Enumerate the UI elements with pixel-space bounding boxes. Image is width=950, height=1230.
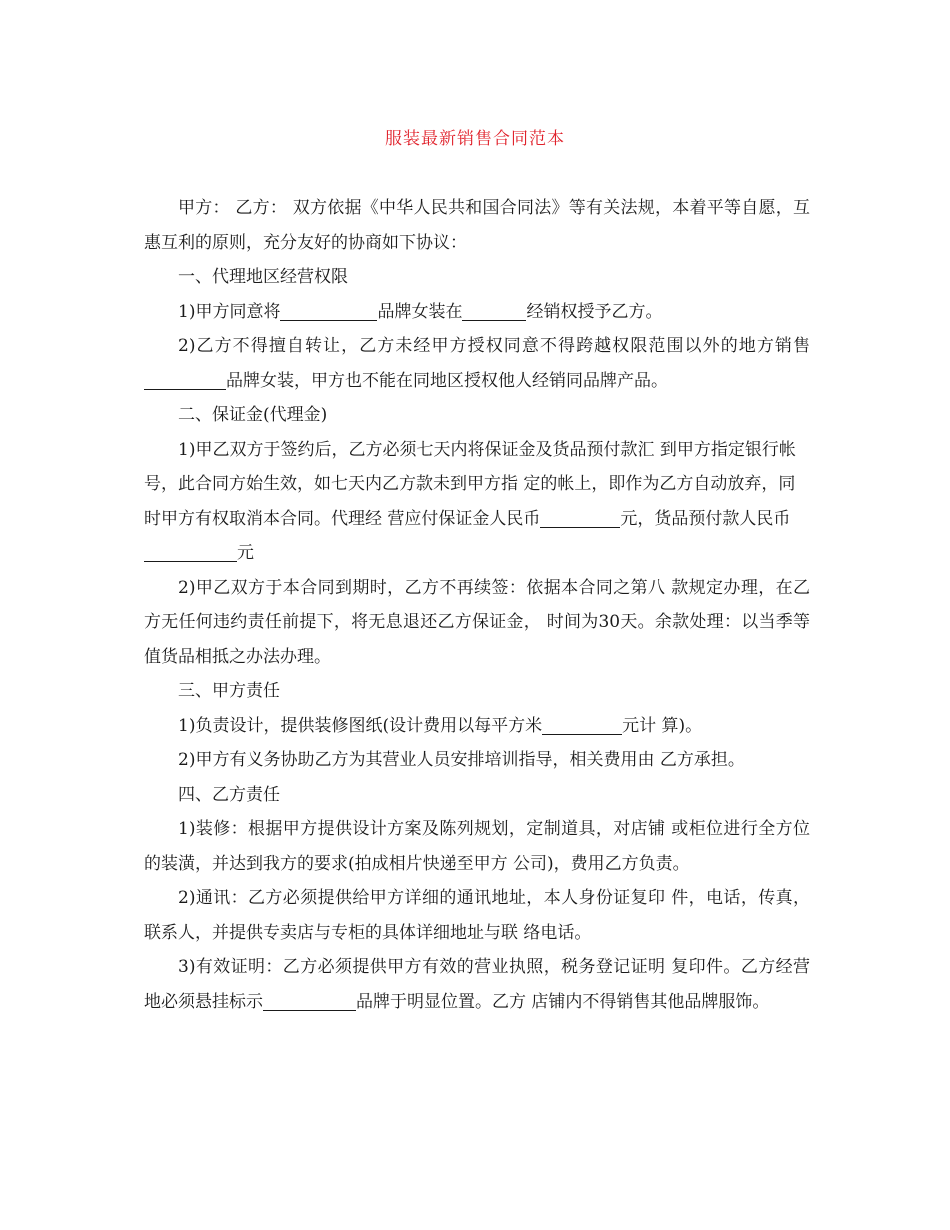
clause-text: 品牌女装在 xyxy=(377,301,463,322)
clause-3-2: 2)甲方有义务协助乙方为其营业人员安排培训指导，相关费用由 乙方承担。 xyxy=(178,750,745,770)
clause-text: 品牌女装，甲方也不能在同地区授权他人经销同品牌产品。 xyxy=(226,370,668,391)
section-1-heading: 一、代理地区经营权限 xyxy=(178,267,348,287)
clause-1-2 xyxy=(144,329,810,398)
fill-blank-brand xyxy=(144,371,226,390)
section-4-heading: 四、乙方责任 xyxy=(178,784,280,805)
fill-blank-brand xyxy=(263,992,356,1011)
clause-text: 1)甲乙双方于签约后，乙方必须七天内将保证金及货品预付款汇 到甲方指定银行帐号，此合同方始生效，如七天内乙方款未到甲方指 定的帐上，即作为乙方自动放弃，同时甲方有权取消本合同。代理经 营应付保证金人民币 xyxy=(144,439,796,529)
fill-blank-prepayment xyxy=(144,543,237,562)
fill-blank-deposit xyxy=(540,509,620,528)
clause-4-2: 2)通讯：乙方必须提供给甲方详细的通讯地址，本人身份证复印 件，电话，传真，联系人，并提供专卖店与专柜的具体详细地址与联 络电话。 xyxy=(144,888,810,943)
clause-text: 元计 算)。 xyxy=(622,715,703,736)
intro-paragraph: 甲方： 乙方： 双方依据《中华人民共和国合同法》等有关法规，本着平等自愿，互惠互利的原则，充分友好的协商如下协议： xyxy=(144,198,810,253)
clause-2-2: 2)甲乙双方于本合同到期时，乙方不再续签：依据本合同之第八 款规定办理，在乙方无任何违约责任前提下，将无息退还乙方保证金， 时间为30天。余款处理：以当季等值货品相抵之办法办理。 xyxy=(144,577,810,667)
clause-text: 元，货品预付款人民币 xyxy=(620,508,791,529)
fill-blank-region xyxy=(462,302,526,321)
fill-blank-brand xyxy=(280,302,377,321)
section-3-heading: 三、甲方责任 xyxy=(178,681,280,701)
document-title: 服装最新销售合同范本 xyxy=(385,129,565,149)
document-body xyxy=(144,191,810,1019)
section-2-heading: 二、保证金(代理金) xyxy=(178,405,328,425)
clause-text: 元 xyxy=(237,543,254,563)
clause-text: 品牌于明显位置。乙方 店铺内不得销售其他品牌服饰。 xyxy=(356,991,770,1012)
clause-4-1: 1)装修：根据甲方提供设计方案及陈列规划，定制道具，对店铺 或柜位进行全方位的装潢，并达到我方的要求(拍成相片快递至甲方 公司)，费用乙方负责。 xyxy=(144,819,810,874)
clause-4-3 xyxy=(144,950,810,1019)
clause-3-1 xyxy=(144,709,810,744)
clause-text: 3)有效证明：乙方必须提供甲方有效的营业执照，税务登记证明 复印件。乙方经营地必须悬挂标示 xyxy=(144,957,810,1012)
clause-2-1 xyxy=(144,433,810,571)
clause-text: 1)负责设计，提供装修图纸(设计费用以每平方米 xyxy=(178,715,543,736)
clause-text: 1)甲方同意将 xyxy=(178,301,281,322)
clause-text: 经销权授予乙方。 xyxy=(526,301,663,322)
clause-text: 2)乙方不得擅自转让，乙方未经甲方授权同意不得跨越权限范围以外的地方销售 xyxy=(178,336,810,356)
clause-1-1 xyxy=(144,295,810,330)
fill-blank-design-fee xyxy=(542,716,622,735)
